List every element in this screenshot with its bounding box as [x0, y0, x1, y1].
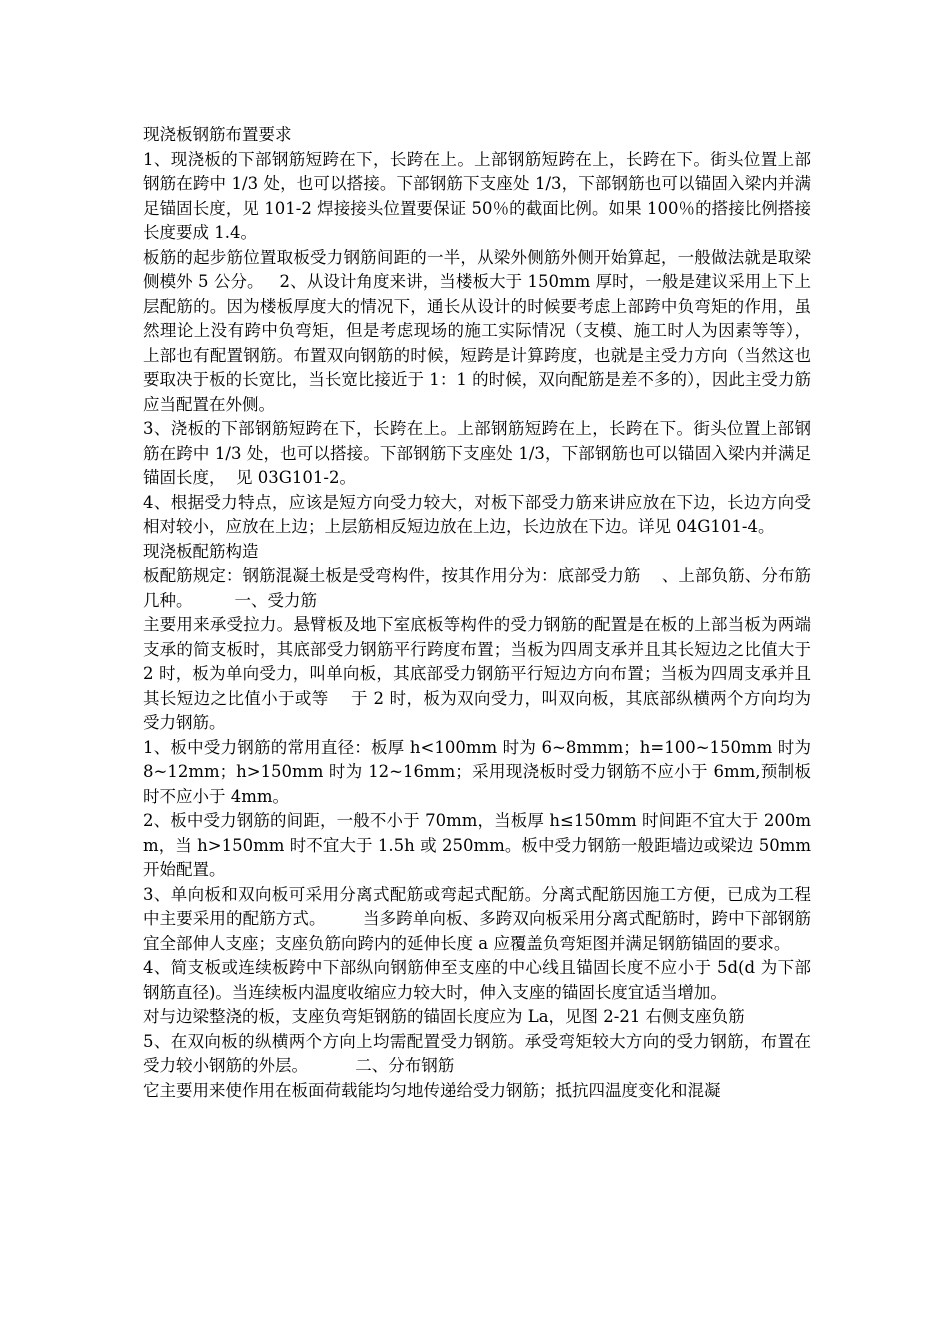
- document-body: [143, 123, 817, 1103]
- paragraph: 3、单向板和双向板可采用分离式配筋或弯起式配筋。分离式配筋因施工方便，已成为工程中主要采用的配筋方式。 当多跨单向板、多跨双向板采用分离式配筋时，跨中下部钢筋宜全部伸人支座；支座负筋向跨内的延伸长度 a 应覆盖负弯矩图并满足钢筋锚固的要求。: [143, 884, 811, 953]
- section-title: 现浇板配筋构造: [143, 541, 259, 561]
- paragraph: 板筋的起步筋位置取板受力钢筋间距的一半，从梁外侧筋外侧开始算起，一般做法就是取梁侧模外 5 公分。 2、从设计角度来讲，当楼板大于 150mm 厚时，一般是建议采用上下上层配筋的。因为楼板厚度大的情况下，通长从设计的时候要考虑上部跨中负弯矩的作用，虽然理论上没有跨中负弯矩，但是考虑现场的施工实际情况（支模、施工时人为因素等等），上部也有配置钢筋。布置双向钢筋的时候，短跨是计算跨度，也就是主受力方向（当然这也要取决于板的长宽比，当长宽比接近于 1：1 的时候，双向配筋是差不多的），因此主受力筋应当配置在外侧。: [143, 247, 811, 414]
- paragraph: 1、现浇板的下部钢筋短跨在下，长跨在上。上部钢筋短跨在上，长跨在下。街头位置上部钢筋在跨中 1/3 处，也可以搭接。下部钢筋下支座处 1/3，下部钢筋也可以锚固入梁内并满足锚固长度，见 101-2 焊接接头位置要保证 50％的截面比例。如果 100％的搭接比例搭接长度要成 1.4。: [143, 149, 811, 242]
- paragraph: 5、在双向板的纵横两个方向上均需配置受力钢筋。承受弯矩较大方向的受力钢筋，布置在受力较小钢筋的外层。 二、分布钢筋: [143, 1031, 811, 1075]
- paragraph: 它主要用来使作用在板面荷载能均匀地传递给受力钢筋；抵抗四温度变化和混凝: [143, 1080, 721, 1100]
- paragraph: 2、板中受力钢筋的间距，一般不小于 70mm，当板厚 h≤150mm 时间距不宜大于 200mm，当 h>150mm 时不宜大于 1.5h 或 250mm。板中受力钢筋一般距墙边或梁边 50mm 开始配置。: [143, 811, 817, 879]
- paragraph: 3、浇板的下部钢筋短跨在下，长跨在上。上部钢筋短跨在上，长跨在下。街头位置上部钢筋在跨中 1/3 处，也可以搭接。下部钢筋下支座处 1/3，下部钢筋也可以锚固入梁内并满足锚固长度， 见 03G101-2。: [143, 419, 811, 487]
- paragraph: 4、根据受力特点，应该是短方向受力较大，对板下部受力筋来讲应放在下边，长边方向受相对较小，应放在上边；上层筋相反短边放在上边，长边放在下边。详见 04G101-4。: [143, 492, 811, 536]
- paragraph: 板配筋规定：钢筋混凝土板是受弯构件，按其作用分为：底部受力筋 、上部负筋、分布筋几种。 一、受力筋: [143, 566, 811, 610]
- section-title: 现浇板钢筋布置要求: [143, 125, 292, 144]
- paragraph: 4、简支板或连续板跨中下部纵向钢筋伸至支座的中心线且锚固长度不应小于 5d(d 为下部钢筋直径)。当连续板内温度收缩应力较大时，伸入支座的锚固长度宜适当增加。: [143, 958, 811, 1002]
- paragraph: 对与边梁整浇的板，支座负弯矩钢筋的锚固长度应为 La，见图 2-21 右侧支座负筋: [143, 1007, 745, 1026]
- paragraph: 1、板中受力钢筋的常用直径：板厚 h<100mm 时为 6~8mmm；h=100~150mm 时为 8~12mm；h>150mm 时为 12~16mm；采用现浇板时受力钢筋不应小于 6mm,预制板时不应小于 4mm。: [143, 737, 817, 806]
- paragraph: 主要用来承受拉力。悬臂板及地下室底板等构件的受力钢筋的配置是在板的上部当板为两端支承的简支板时，其底部受力钢筋平行跨度布置；当板为四周支承并且其长短边之比值大于 2 时，板为单向受力，叫单向板，其底部受力钢筋平行短边方向布置；当板为四周支承并且其长短边之比值小于或等 于 2 时，板为双向受力，叫双向板，其底部纵横两个方向均为受力钢筋。: [143, 615, 817, 732]
